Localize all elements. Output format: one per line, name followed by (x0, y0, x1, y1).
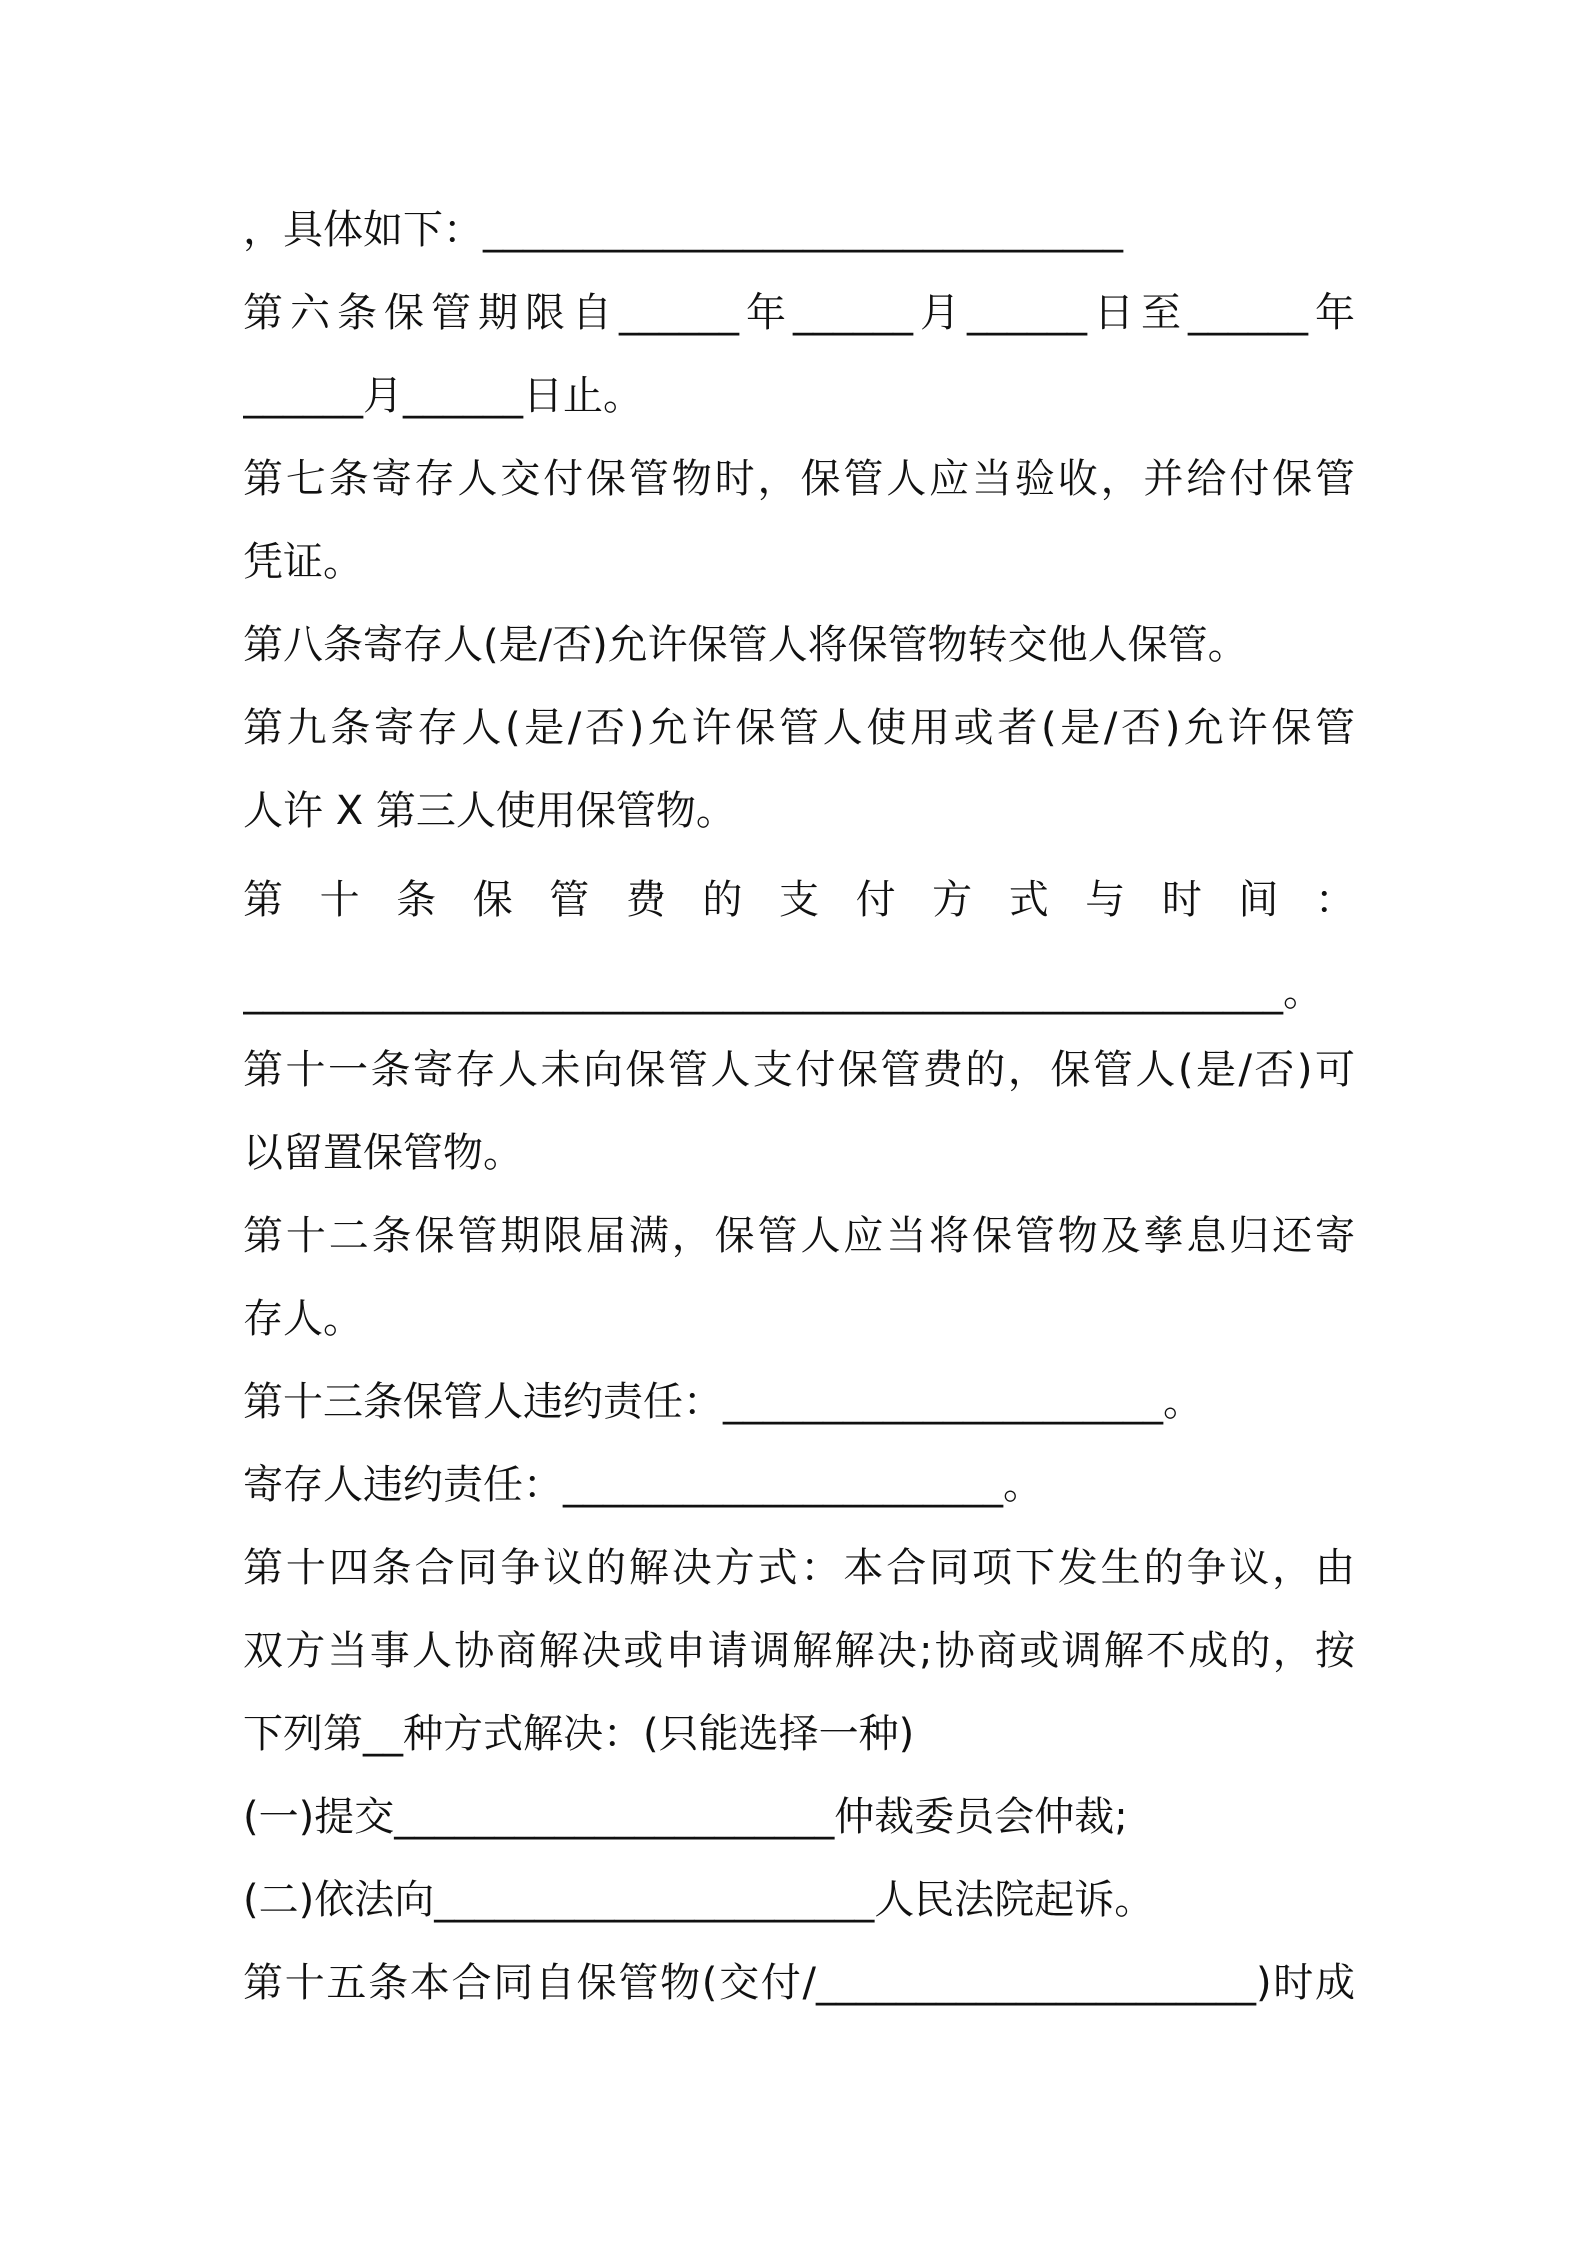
text-line-1: ，具体如下：________________________________ (243, 207, 1123, 253)
text-line-4: 第七条寄存人交付保管物时，保管人应当验收，并给付保管 (243, 456, 1355, 502)
text-line-17: 第十四条合同争议的解决方式：本合同项下发生的争议，由 (243, 1545, 1355, 1591)
text-line-11: 第十一条寄存人未向保管人支付保管费的，保管人(是/否)可 (243, 1047, 1355, 1093)
text-line-9: 第 十 条 保 管 费 的 支 付 方 式 与 时 间 ： (243, 877, 1355, 923)
text-line-21: (二)依法向______________________人民法院起诉。 (243, 1877, 1155, 1923)
text-line-6: 第八条寄存人(是/否)允许保管人将保管物转交他人保管。 (243, 622, 1248, 668)
text-line-10: ____________________________________________________。 (243, 969, 1323, 1015)
text-line-16: 寄存人违约责任：______________________。 (243, 1462, 1043, 1508)
text-line-19: 下列第__种方式解决：(只能选择一种) (243, 1711, 915, 1757)
text-line-5: 凭证。 (243, 539, 363, 585)
text-line-15: 第十三条保管人违约责任：______________________。 (243, 1379, 1203, 1425)
text-line-2: 第六条保管期限自______年______月______日至______年 (243, 290, 1355, 336)
text-line-22: 第十五条本合同自保管物(交付/______________________)时成 (243, 1960, 1355, 2006)
text-line-7: 第九条寄存人(是/否)允许保管人使用或者(是/否)允许保管 (243, 705, 1355, 751)
text-line-8: 人许 X 第三人使用保管物。 (243, 788, 736, 834)
text-line-14: 存人。 (243, 1296, 363, 1342)
text-line-20: (一)提交______________________仲裁委员会仲裁; (243, 1794, 1128, 1840)
text-line-12: 以留置保管物。 (243, 1130, 523, 1176)
text-line-13: 第十二条保管期限届满，保管人应当将保管物及孳息归还寄 (243, 1213, 1355, 1259)
text-line-3: ______月______日止。 (243, 373, 643, 419)
text-line-18: 双方当事人协商解决或申请调解解决;协商或调解不成的，按 (243, 1628, 1355, 1674)
